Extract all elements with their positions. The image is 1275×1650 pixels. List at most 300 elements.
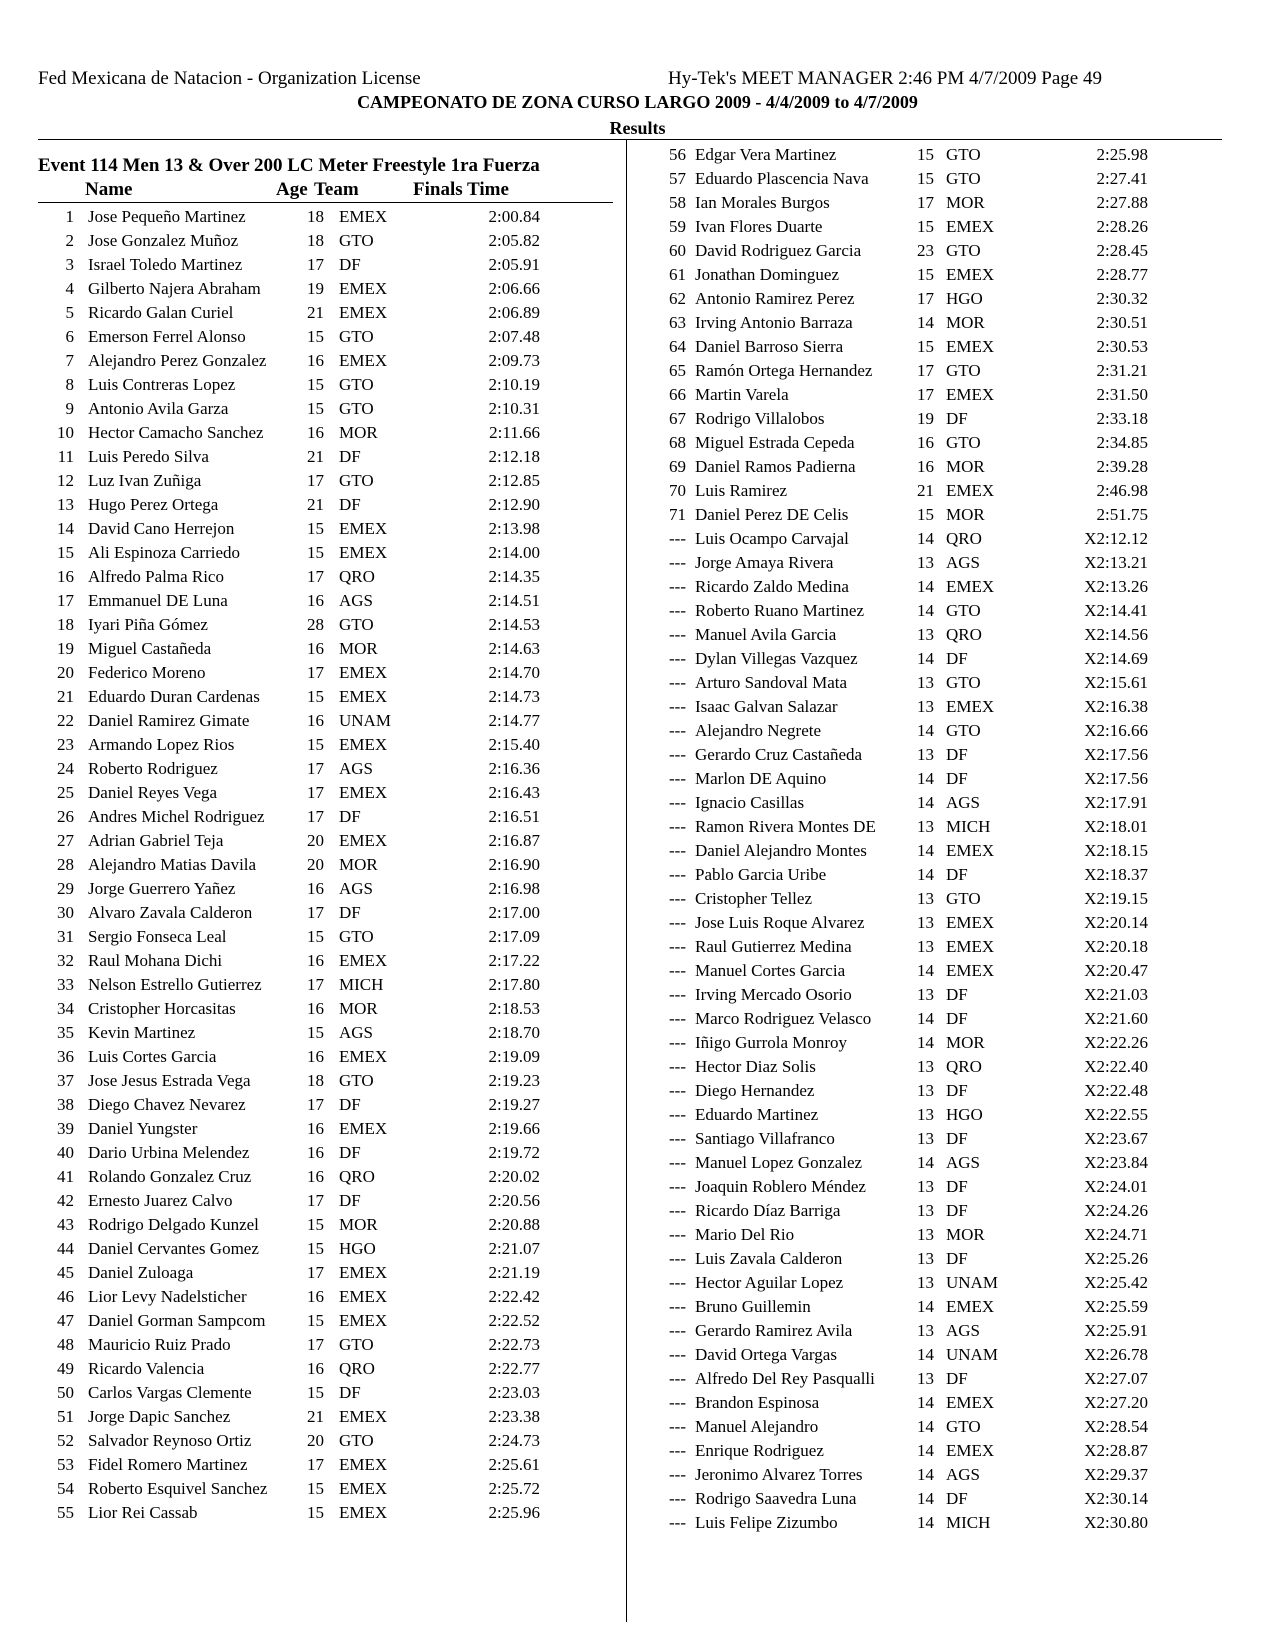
finals-time-cell: 2:22.77: [488, 1359, 540, 1378]
result-row: [38, 637, 613, 661]
age-cell: 14: [917, 1009, 934, 1028]
team-cell: GTO: [339, 1335, 374, 1354]
finals-time-cell: X2:20.47: [1084, 961, 1148, 980]
software-timestamp-header: Hy-Tek's MEET MANAGER 2:46 PM 4/7/2009 Page 49: [668, 68, 1102, 89]
team-cell: DF: [946, 1081, 968, 1100]
finals-time-cell: 2:12.85: [488, 471, 540, 490]
result-row: [38, 1429, 613, 1453]
swimmer-name: Ivan Flores Duarte: [695, 217, 823, 236]
result-row: [640, 1103, 1240, 1127]
swimmer-name: Luis Peredo Silva: [88, 447, 209, 466]
finals-time-cell: 2:22.42: [488, 1287, 540, 1306]
swimmer-name: Daniel Gorman Sampcom: [88, 1311, 266, 1330]
team-cell: EMEX: [339, 1263, 388, 1282]
team-cell: MOR: [946, 457, 985, 476]
finals-time-cell: 2:12.18: [488, 447, 540, 466]
age-cell: 13: [917, 673, 934, 692]
result-row: [38, 1501, 613, 1525]
swimmer-name: Hector Aguilar Lopez: [695, 1273, 844, 1292]
result-row: [640, 335, 1240, 359]
place-cell: 39: [57, 1119, 74, 1138]
result-row: [640, 263, 1240, 287]
result-row: [38, 373, 613, 397]
age-cell: 14: [917, 601, 934, 620]
place-cell: ---: [669, 1465, 686, 1484]
age-cell: 15: [307, 1311, 324, 1330]
finals-time-cell: 2:14.51: [488, 591, 540, 610]
swimmer-name: Daniel Yungster: [88, 1119, 198, 1138]
age-cell: 14: [917, 961, 934, 980]
result-row: [640, 479, 1240, 503]
result-row: [640, 719, 1240, 743]
place-cell: 24: [57, 759, 74, 778]
place-cell: ---: [669, 841, 686, 860]
swimmer-name: Joaquin Roblero Méndez: [695, 1177, 866, 1196]
age-cell: 13: [917, 1321, 934, 1340]
result-row: [640, 911, 1240, 935]
result-row: [640, 1343, 1240, 1367]
finals-time-cell: X2:27.20: [1084, 1393, 1148, 1412]
place-cell: 58: [669, 193, 686, 212]
team-cell: DF: [339, 255, 361, 274]
age-cell: 14: [917, 769, 934, 788]
result-row: [640, 143, 1240, 167]
age-cell: 17: [917, 193, 934, 212]
age-cell: 21: [307, 1407, 324, 1426]
age-cell: 21: [917, 481, 934, 500]
age-cell: 16: [917, 457, 934, 476]
place-cell: 6: [65, 327, 74, 346]
swimmer-name: Roberto Esquivel Sanchez: [88, 1479, 268, 1498]
result-row: [640, 791, 1240, 815]
finals-time-cell: X2:15.61: [1084, 673, 1148, 692]
result-row: [640, 1151, 1240, 1175]
team-cell: DF: [946, 1201, 968, 1220]
swimmer-name: David Ortega Vargas: [695, 1345, 837, 1364]
age-cell: 18: [307, 207, 324, 226]
swimmer-name: Luis Ramirez: [695, 481, 788, 500]
finals-time-cell: 2:17.00: [488, 903, 540, 922]
result-row: [38, 469, 613, 493]
result-row: [38, 517, 613, 541]
finals-time-cell: 2:28.77: [1096, 265, 1148, 284]
place-cell: ---: [669, 961, 686, 980]
swimmer-name: Ali Espinoza Carriedo: [88, 543, 241, 562]
swimmer-name: Marco Rodriguez Velasco: [695, 1009, 872, 1028]
team-cell: EMEX: [339, 831, 388, 850]
result-row: [38, 1213, 613, 1237]
swimmer-name: Miguel Castañeda: [88, 639, 212, 658]
finals-time-column-header: Finals Time: [413, 179, 509, 200]
place-cell: 19: [57, 639, 74, 658]
finals-time-cell: X2:13.21: [1084, 553, 1148, 572]
swimmer-name: Ramon Rivera Montes DE: [695, 817, 876, 836]
swimmer-name: Jorge Guerrero Yañez: [88, 879, 236, 898]
result-row: [640, 1175, 1240, 1199]
age-cell: 13: [917, 1105, 934, 1124]
result-row: [640, 575, 1240, 599]
column-divider: [626, 140, 627, 1622]
age-cell: 13: [917, 937, 934, 956]
place-cell: 45: [57, 1263, 74, 1282]
place-cell: ---: [669, 745, 686, 764]
team-cell: DF: [339, 447, 361, 466]
place-cell: ---: [669, 937, 686, 956]
team-cell: EMEX: [946, 217, 995, 236]
place-cell: 20: [57, 663, 74, 682]
swimmer-name: Gilberto Najera Abraham: [88, 279, 261, 298]
team-cell: EMEX: [339, 519, 388, 538]
place-cell: 71: [669, 505, 686, 524]
place-cell: ---: [669, 1297, 686, 1316]
place-cell: 18: [57, 615, 74, 634]
team-cell: HGO: [339, 1239, 376, 1258]
place-cell: ---: [669, 625, 686, 644]
result-row: [640, 743, 1240, 767]
swimmer-name: Antonio Avila Garza: [88, 399, 229, 418]
place-cell: ---: [669, 1249, 686, 1268]
team-cell: EMEX: [339, 687, 388, 706]
age-cell: 15: [307, 927, 324, 946]
age-cell: 28: [307, 615, 324, 634]
place-cell: 41: [57, 1167, 74, 1186]
swimmer-name: Ricardo Valencia: [88, 1359, 205, 1378]
place-cell: 16: [57, 567, 74, 586]
team-cell: EMEX: [339, 663, 388, 682]
finals-time-cell: X2:16.66: [1084, 721, 1148, 740]
place-cell: ---: [669, 793, 686, 812]
age-cell: 14: [917, 1033, 934, 1052]
team-cell: DF: [946, 1489, 968, 1508]
result-row: [640, 767, 1240, 791]
team-cell: GTO: [946, 721, 981, 740]
result-row: [38, 1237, 613, 1261]
swimmer-name: Luis Zavala Calderon: [695, 1249, 843, 1268]
team-cell: QRO: [946, 529, 982, 548]
team-cell: QRO: [339, 1359, 375, 1378]
place-cell: ---: [669, 1273, 686, 1292]
team-cell: EMEX: [946, 385, 995, 404]
place-cell: 28: [57, 855, 74, 874]
place-cell: 22: [57, 711, 74, 730]
finals-time-cell: 2:25.72: [488, 1479, 540, 1498]
finals-time-cell: 2:14.00: [488, 543, 540, 562]
age-cell: 17: [307, 255, 324, 274]
team-cell: EMEX: [339, 1311, 388, 1330]
place-cell: ---: [669, 1393, 686, 1412]
place-cell: 67: [669, 409, 686, 428]
swimmer-name: Santiago Villafranco: [695, 1129, 835, 1148]
team-cell: DF: [946, 1129, 968, 1148]
result-row: [38, 229, 613, 253]
place-cell: 46: [57, 1287, 74, 1306]
place-cell: ---: [669, 865, 686, 884]
age-cell: 17: [307, 471, 324, 490]
team-cell: AGS: [339, 1023, 374, 1042]
result-row: [38, 685, 613, 709]
swimmer-name: Ricardo Díaz Barriga: [695, 1201, 841, 1220]
age-cell: 16: [307, 1287, 324, 1306]
place-cell: 53: [57, 1455, 74, 1474]
team-cell: MOR: [339, 999, 378, 1018]
swimmer-name: Rodrigo Delgado Kunzel: [88, 1215, 259, 1234]
place-cell: 44: [57, 1239, 74, 1258]
team-cell: AGS: [946, 1321, 981, 1340]
result-row: [640, 287, 1240, 311]
age-cell: 16: [307, 711, 324, 730]
team-cell: GTO: [339, 375, 374, 394]
place-cell: 60: [669, 241, 686, 260]
swimmer-name: Manuel Alejandro: [695, 1417, 819, 1436]
age-cell: 17: [917, 361, 934, 380]
place-cell: ---: [669, 1081, 686, 1100]
swimmer-name: Luis Contreras Lopez: [88, 375, 236, 394]
swimmer-name: Ignacio Casillas: [695, 793, 805, 812]
result-row: [640, 527, 1240, 551]
finals-time-cell: 2:10.19: [488, 375, 540, 394]
place-cell: ---: [669, 1225, 686, 1244]
age-cell: 16: [307, 1143, 324, 1162]
finals-time-cell: 2:14.35: [488, 567, 540, 586]
age-cell: 13: [917, 1369, 934, 1388]
result-row: [640, 1487, 1240, 1511]
result-row: [640, 815, 1240, 839]
age-cell: 20: [307, 831, 324, 850]
finals-time-cell: X2:21.03: [1084, 985, 1148, 1004]
place-cell: ---: [669, 673, 686, 692]
age-cell: 15: [307, 1479, 324, 1498]
team-cell: AGS: [946, 1465, 981, 1484]
place-cell: 8: [65, 375, 74, 394]
age-cell: 14: [917, 841, 934, 860]
place-cell: 40: [57, 1143, 74, 1162]
team-cell: GTO: [946, 169, 981, 188]
swimmer-name: Emerson Ferrel Alonso: [88, 327, 246, 346]
swimmer-name: Brandon Espinosa: [695, 1393, 820, 1412]
meet-title: CAMPEONATO DE ZONA CURSO LARGO 2009 - 4/4/2009 to 4/7/2009: [357, 92, 918, 112]
swimmer-name: Kevin Martinez: [88, 1023, 196, 1042]
result-row: [640, 311, 1240, 335]
place-cell: 61: [669, 265, 686, 284]
age-cell: 16: [307, 423, 324, 442]
finals-time-cell: 2:14.53: [488, 615, 540, 634]
place-cell: 15: [57, 543, 74, 562]
swimmer-name: Miguel Estrada Cepeda: [695, 433, 855, 452]
swimmer-name: Iyari Piña Gómez: [88, 615, 208, 634]
place-cell: 37: [57, 1071, 74, 1090]
age-cell: 13: [917, 1201, 934, 1220]
age-cell: 17: [307, 1335, 324, 1354]
place-cell: 29: [57, 879, 74, 898]
result-row: [38, 1189, 613, 1213]
team-cell: DF: [946, 1249, 968, 1268]
place-cell: 34: [57, 999, 74, 1018]
team-cell: MICH: [946, 817, 991, 836]
result-row: [38, 349, 613, 373]
age-cell: 13: [917, 1081, 934, 1100]
finals-time-cell: 2:18.70: [488, 1023, 540, 1042]
age-cell: 15: [307, 543, 324, 562]
result-row: [640, 1367, 1240, 1391]
team-cell: EMEX: [946, 577, 995, 596]
swimmer-name: Roberto Ruano Martinez: [695, 601, 865, 620]
result-row: [38, 253, 613, 277]
team-cell: DF: [946, 985, 968, 1004]
team-cell: EMEX: [946, 1297, 995, 1316]
team-cell: GTO: [946, 889, 981, 908]
finals-time-cell: X2:24.26: [1084, 1201, 1148, 1220]
age-cell: 17: [307, 1191, 324, 1210]
place-cell: 3: [65, 255, 74, 274]
age-cell: 15: [307, 1239, 324, 1258]
result-row: [38, 877, 613, 901]
finals-time-cell: X2:25.91: [1084, 1321, 1148, 1340]
result-row: [640, 935, 1240, 959]
place-cell: 31: [57, 927, 74, 946]
swimmer-name: Daniel Ramos Padierna: [695, 457, 856, 476]
team-cell: EMEX: [339, 303, 388, 322]
finals-time-cell: 2:25.96: [488, 1503, 540, 1522]
swimmer-name: Daniel Ramirez Gimate: [88, 711, 250, 730]
age-cell: 14: [917, 1345, 934, 1364]
team-cell: EMEX: [339, 1407, 388, 1426]
result-row: [38, 421, 613, 445]
result-row: [38, 709, 613, 733]
finals-time-cell: X2:14.41: [1084, 601, 1148, 620]
team-cell: EMEX: [339, 351, 388, 370]
result-row: [640, 551, 1240, 575]
team-cell: QRO: [946, 625, 982, 644]
place-cell: 49: [57, 1359, 74, 1378]
team-cell: MOR: [339, 423, 378, 442]
place-cell: ---: [669, 817, 686, 836]
result-row: [640, 1415, 1240, 1439]
place-cell: 50: [57, 1383, 74, 1402]
age-cell: 14: [917, 313, 934, 332]
result-row: [640, 191, 1240, 215]
finals-time-cell: 2:00.84: [488, 207, 540, 226]
finals-time-cell: X2:30.80: [1084, 1513, 1148, 1532]
finals-time-cell: X2:22.26: [1084, 1033, 1148, 1052]
age-cell: 13: [917, 625, 934, 644]
place-cell: 33: [57, 975, 74, 994]
team-cell: GTO: [946, 145, 981, 164]
swimmer-name: Dario Urbina Melendez: [88, 1143, 250, 1162]
result-row: [640, 1271, 1240, 1295]
place-cell: 70: [669, 481, 686, 500]
team-cell: GTO: [946, 361, 981, 380]
result-row: [640, 1031, 1240, 1055]
place-cell: 35: [57, 1023, 74, 1042]
finals-time-cell: 2:11.66: [489, 423, 540, 442]
finals-time-cell: 2:16.87: [488, 831, 540, 850]
age-cell: 20: [307, 1431, 324, 1450]
finals-time-cell: 2:25.61: [488, 1455, 540, 1474]
age-cell: 17: [307, 1095, 324, 1114]
finals-time-cell: 2:22.52: [488, 1311, 540, 1330]
finals-time-cell: X2:24.71: [1084, 1225, 1148, 1244]
result-row: [38, 1405, 613, 1429]
result-row: [640, 839, 1240, 863]
team-cell: HGO: [946, 1105, 983, 1124]
result-row: [640, 167, 1240, 191]
finals-time-cell: 2:51.75: [1096, 505, 1148, 524]
finals-time-cell: X2:18.15: [1084, 841, 1148, 860]
finals-time-cell: X2:22.55: [1084, 1105, 1148, 1124]
place-cell: 54: [57, 1479, 74, 1498]
place-cell: ---: [669, 721, 686, 740]
finals-time-cell: 2:06.89: [488, 303, 540, 322]
age-cell: 21: [307, 303, 324, 322]
place-cell: 66: [669, 385, 686, 404]
finals-time-cell: X2:20.18: [1084, 937, 1148, 956]
age-cell: 18: [307, 1071, 324, 1090]
place-cell: 14: [57, 519, 74, 538]
swimmer-name: David Cano Herrejon: [88, 519, 235, 538]
finals-time-cell: 2:16.43: [488, 783, 540, 802]
team-cell: DF: [946, 769, 968, 788]
swimmer-name: Martin Varela: [695, 385, 789, 404]
swimmer-name: Ricardo Galan Curiel: [88, 303, 234, 322]
team-cell: EMEX: [946, 841, 995, 860]
finals-time-cell: 2:31.21: [1096, 361, 1148, 380]
team-cell: GTO: [946, 241, 981, 260]
swimmer-name: Salvador Reynoso Ortiz: [88, 1431, 252, 1450]
finals-time-cell: 2:23.38: [488, 1407, 540, 1426]
finals-time-cell: 2:07.48: [488, 327, 540, 346]
team-cell: GTO: [946, 1417, 981, 1436]
swimmer-name: Sergio Fonseca Leal: [88, 927, 227, 946]
place-cell: ---: [669, 1105, 686, 1124]
team-cell: DF: [946, 409, 968, 428]
swimmer-name: Ramón Ortega Hernandez: [695, 361, 873, 380]
age-cell: 15: [307, 327, 324, 346]
swimmer-name: Marlon DE Aquino: [695, 769, 827, 788]
finals-time-cell: 2:05.91: [488, 255, 540, 274]
team-cell: EMEX: [339, 1047, 388, 1066]
result-row: [38, 1309, 613, 1333]
team-cell: EMEX: [946, 265, 995, 284]
result-row: [640, 599, 1240, 623]
team-cell: DF: [339, 807, 361, 826]
place-cell: 23: [57, 735, 74, 754]
place-cell: ---: [669, 985, 686, 1004]
finals-time-cell: 2:28.45: [1096, 241, 1148, 260]
result-row: [640, 431, 1240, 455]
finals-time-cell: X2:16.38: [1084, 697, 1148, 716]
swimmer-name: Alejandro Perez Gonzalez: [88, 351, 267, 370]
place-cell: ---: [669, 1129, 686, 1148]
finals-time-cell: 2:17.09: [488, 927, 540, 946]
place-cell: ---: [669, 1321, 686, 1340]
place-cell: 11: [57, 447, 74, 466]
finals-time-cell: X2:22.48: [1084, 1081, 1148, 1100]
team-cell: EMEX: [339, 735, 388, 754]
team-cell: GTO: [339, 327, 374, 346]
team-cell: MOR: [946, 313, 985, 332]
result-row: [38, 397, 613, 421]
swimmer-name: Gerardo Ramirez Avila: [695, 1321, 853, 1340]
finals-time-cell: 2:05.82: [488, 231, 540, 250]
finals-time-cell: X2:25.26: [1084, 1249, 1148, 1268]
age-cell: 16: [307, 1359, 324, 1378]
finals-time-cell: 2:22.73: [488, 1335, 540, 1354]
age-cell: 16: [917, 433, 934, 452]
finals-time-cell: 2:30.51: [1096, 313, 1148, 332]
swimmer-name: Daniel Alejandro Montes: [695, 841, 867, 860]
swimmer-name: Manuel Avila Garcia: [695, 625, 837, 644]
team-cell: DF: [339, 1191, 361, 1210]
